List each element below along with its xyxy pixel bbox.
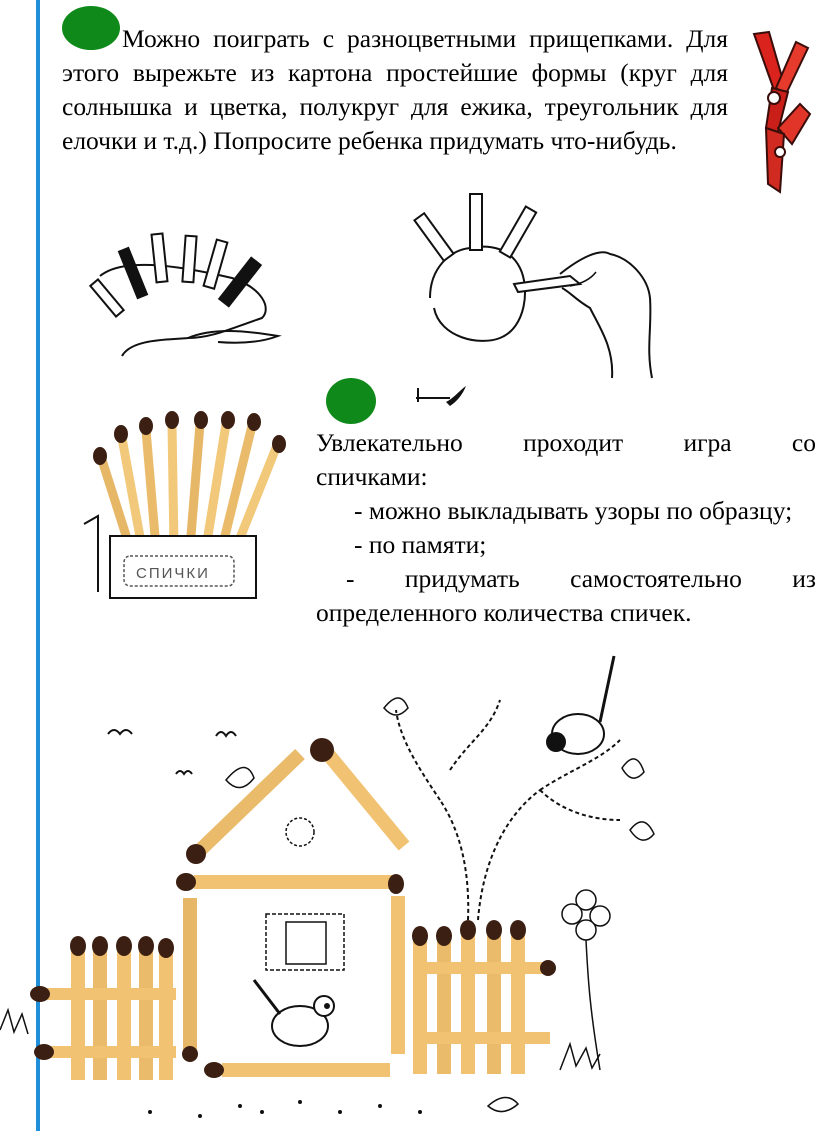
item3-word-3: самостоятельно [570, 564, 742, 593]
matchbox-label-text: СПИЧКИ [136, 565, 210, 582]
paragraph-matches-line2: спичками: [316, 462, 428, 491]
list-item-memory: - по памяти; [354, 530, 487, 559]
clothespin-illustration [744, 24, 814, 194]
paragraph-matches-line1 [316, 426, 816, 460]
match-small-icon [410, 380, 470, 410]
item3-word-1: - [346, 564, 355, 593]
item3-word-2: придумать [404, 564, 520, 593]
hedgehog-clothespins-illustration [92, 228, 292, 368]
list-item-pattern: - можно выкладывать узоры по образцу; [354, 496, 793, 525]
list-item-invent-line2: определенного количества спичек. [316, 598, 692, 627]
word-1: Увлекательно [316, 428, 463, 457]
word-4: со [791, 428, 816, 457]
paragraph-clothespins-text: Можно поиграть с разноцветными прищепками. Для этого вырежьте из картона простейшие формы (круг для солнышка и цветка, полукруг для ежика, треугольник для елочки и т.д.) Попросите ребенка придумать что-нибудь. [62, 24, 728, 155]
word-3: игра [683, 428, 732, 457]
list-item-invent [316, 562, 816, 596]
paragraph-clothespins [62, 22, 728, 158]
bullet-dot-2 [326, 378, 376, 424]
word-2: проходит [523, 428, 624, 457]
paragraph-matches [316, 426, 816, 630]
item3-word-4: из [792, 564, 816, 593]
sun-clothespins-illustration [400, 188, 660, 388]
match-house-scene-illustration [0, 650, 780, 1130]
matchbox-illustration [80, 408, 300, 598]
